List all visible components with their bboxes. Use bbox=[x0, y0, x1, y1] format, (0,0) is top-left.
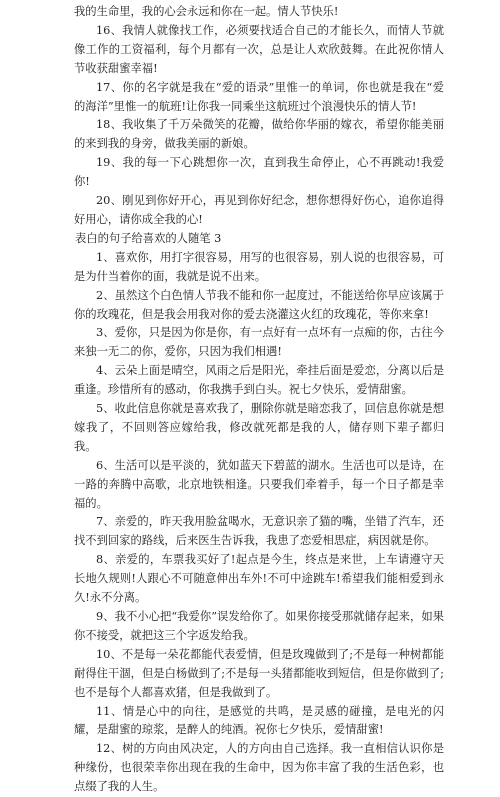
paragraph: 20、刚见到你好开心，再见到你好纪念，想你想得好伤心，追你追得好用心，请你成全我的心! bbox=[74, 194, 444, 226]
paragraph: 17、你的名字就是我在“爱的语录”里惟一的单词，你也就是我在“爱的海洋”里惟一的航班!让你我一同乘坐这航班过个浪漫快乐的情人节! bbox=[74, 80, 444, 113]
paragraph: 11、情是心中的向往，是感觉的共鸣，是灵感的碰撞，是电光的闪耀，是甜蜜的琼浆，是醉人的纯酒。祝你七夕快乐，爱情甜蜜! bbox=[74, 704, 444, 737]
paragraph: 我的生命里，我的心会永远和你在一起。情人节快乐! bbox=[74, 5, 339, 18]
paragraph: 10、不是每一朵花都能代表爱情，但是玫瑰做到了;不是每一种树都能耐得住干涸，但是白杨做到了;不是每一头猪都能收到短信，但是你做到了;也不是每个人都喜欢猪，但是我做到了。 bbox=[74, 647, 444, 699]
paragraph: 1、喜欢你，用打字很容易，用写的也很容易，别人说的也很容易，可是为什当着你的面，我就是说不出来。 bbox=[74, 250, 444, 283]
paragraph: 6、生活可以是平淡的，犹如蓝天下碧蓝的湖水。生活也可以是诗，在一路的奔腾中高歌，北京地铁相逢。只要我们牵着手，每一个日子都是幸福的。 bbox=[74, 458, 444, 510]
paragraph: 2、虽然这个白色情人节我不能和你一起度过，不能送给你早应该属于你的玫瑰花，但是我会用我对你的爱去浇灌这火红的玫瑰花，等你来拿! bbox=[74, 288, 444, 321]
paragraph: 4、云朵上面是晴空，风雨之后是阳光，牵挂后面是爱恋，分离以后是重逢。珍惜所有的感动，你我携手到白头。祝七夕快乐，爱情甜蜜。 bbox=[74, 364, 444, 397]
paragraph: 16、我情人就像找工作，必须要找适合自己的才能长久，而情人节就像工作的工资福利，每个月都有一次，总是让人欢欣鼓舞。在此祝你情人节收获甜蜜幸福! bbox=[74, 23, 444, 75]
section-heading: 表白的句子给喜欢的人随笔 3 bbox=[75, 231, 222, 245]
paragraph: 5、收此信息你就是喜欢我了，删除你就是暗恋我了，回信息你就是想嫁我了，不回则答应嫁给我，修改就死都是我的人，储存则下辈子都归我。 bbox=[74, 402, 444, 453]
paragraph: 12、树的方向由风决定，人的方向由自己选择。我一直相信认识你是种缘份，也很荣幸你出现在我的生命中，因为你丰富了我的生活色彩，也点缀了我的人生。 bbox=[74, 742, 444, 794]
paragraph: 18、我收集了千万朵微笑的花瓣，做给你华丽的嫁衣，希望你能美丽的来到我的身旁，做我美丽的新娘。 bbox=[74, 118, 444, 151]
paragraph: 8、亲爱的，车票我买好了!起点是今生，终点是来世，上车请遵守天长地久规则!人跟心不可随意伸出车外!不可中途跳车!希望我们能相爱到永久!永不分离。 bbox=[74, 553, 444, 605]
paragraph: 7、亲爱的，昨天我用脸盆喝水，无意识亲了猫的嘴，坐错了汽车，还找不到回家的路线，后来医生告诉我，我患了恋爱相思症，病因就是你。 bbox=[74, 515, 444, 548]
paragraph: 3、爱你，只是因为你是你，有一点好有一点坏有一点痴的你，古往今来独一无二的你，爱你，只因为我们相遇! bbox=[74, 326, 444, 359]
paragraph: 19、我的每一下心跳想你一次，直到我生命停止，心不再跳动!我爱你! bbox=[74, 156, 444, 189]
paragraph: 9、我不小心把“我爱你”误发给你了。如果你接受那就储存起来，如果你不接受，就把这三个字返发给我。 bbox=[74, 610, 444, 642]
